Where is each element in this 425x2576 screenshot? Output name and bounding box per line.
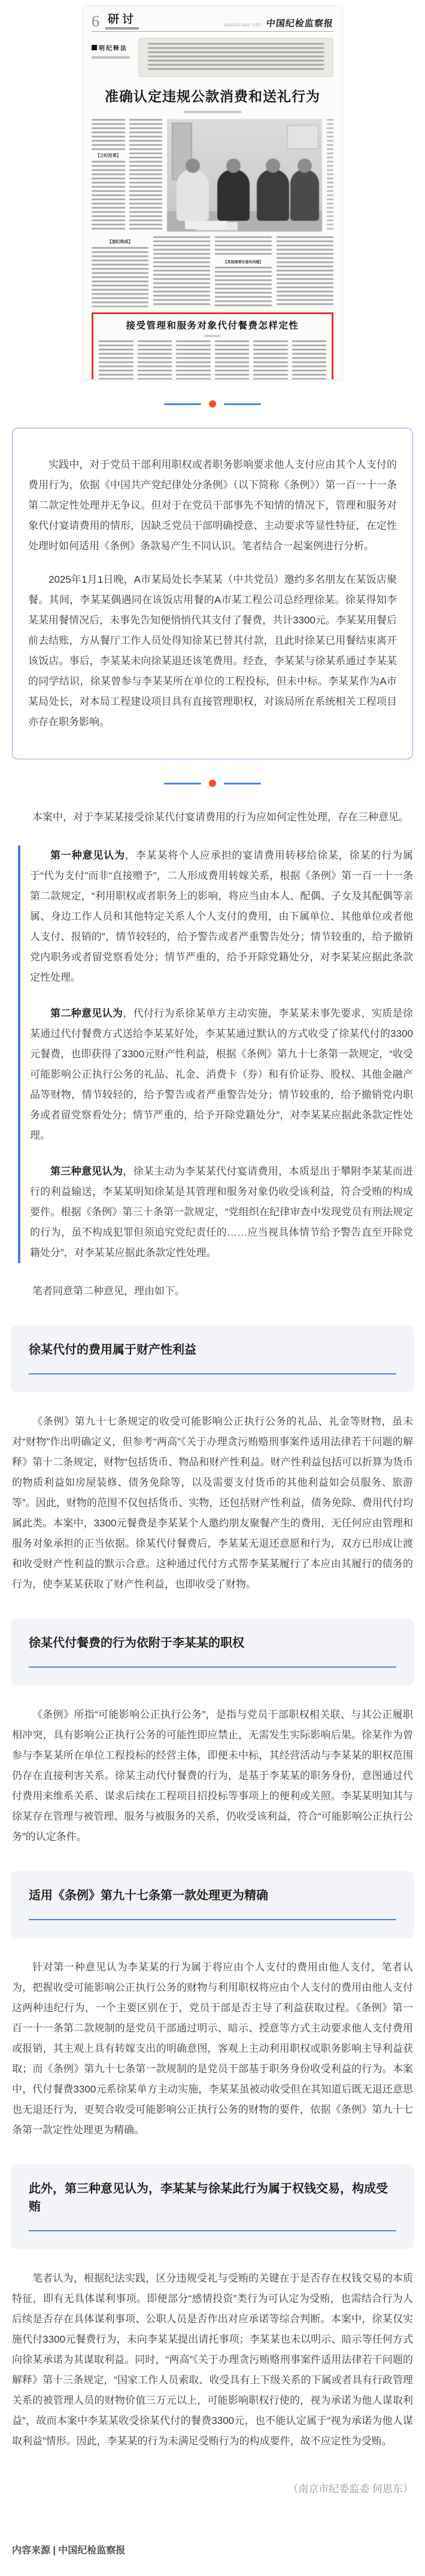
boxed-article-byline-blur — [205, 335, 220, 337]
column-header-1: 【立纪沿革】 — [95, 154, 121, 158]
newspaper-date: 2025年12月31日 星期三 — [224, 24, 263, 28]
newspaper-headline: 准确认定违规公款消费和送礼行为 — [105, 89, 320, 104]
column-blurred-text — [176, 340, 211, 380]
opinion-text: ，徐某主动为李某某代付宴请费用，本质是出于攀附李某某而进行的利益输送，李某某明知徐某是其管理和服务对象仍收受该利益，符合受贿的构成要件。根据《条例》第三十条第一款规定，“党组织在纪律审查中发现党员有刑法规定的行为，虽不构成犯罪但须追究党纪责任的……应当视具体情节给予警告直至开除党籍处分”，对李某某应据此条款定性处理。 — [30, 1166, 413, 1258]
case-intro-box — [12, 428, 413, 759]
column-label-subline — [92, 56, 130, 59]
column-blurred-text — [129, 119, 163, 232]
newspaper-column — [215, 236, 272, 307]
highlight-red-box — [92, 312, 333, 380]
article-body — [0, 400, 425, 2576]
heading-underline — [29, 2230, 396, 2231]
newspaper-masthead: 中国纪检监察报 — [265, 19, 334, 29]
section-heading-box — [11, 1619, 414, 1686]
column-header-3: 【其他需要注意的问题】 — [223, 261, 263, 264]
section-paragraph: 《条例》所指“可能影响公正执行公务”，是指与党员干部职权相关联、与其公正履职相冲突，具有影响公正执行公务的可能性即应禁止，无需发生实际影响后果。徐某作为曾参与李某某所在单位工程投标的经营主体，即便未中标，其经营活动与李某某的职权范围仍存在直接利害关系。徐某主动代付餐费的行为，是基于李某某的职务身份，意图通过代付费用来维系关系、谋求后续在工程项目招投标等事项上的便利或关照。李某某明知其与徐某存在管理与被管理、服务与被服务的关系，仍收受该利益，符合“可能影响公正执行公务”的认定条件。 — [12, 1709, 413, 1842]
author-credit: （南京市纪委监委 何恩东） — [288, 2483, 413, 2495]
divider-line — [224, 783, 261, 784]
newspaper-left-columns — [92, 119, 162, 232]
photo-person — [290, 169, 319, 221]
opinion-text: ，李某某将个人应承担的宴请费用转移给徐某，徐某的行为属于“代为支付”而非“直接赠予”，二人形成费用转嫁关系，根据《条例》第一百一十一条第二款规定，“利用职权或者职务上的影响，将应当由本人、配偶、子女及其配偶等亲属、身边工作人员和其他特定关系人个人支付的费用，由下属单位、其他单位或者他人支付、报销的”，情节较轻的，给予警告或者严重警告处分；情节较重的，给予撤销党内职务或者留党察看处分；情节严重的，给予开除党籍处分，对李某某应据此条款定性处理。 — [30, 850, 414, 983]
lead-paragraph: 本案中，对于李某某接受徐某代付宴请费用的行为应如何定性处理，存在三种意见。 — [32, 811, 409, 823]
newspaper-intro-row — [92, 38, 333, 77]
heading-underline — [29, 1666, 396, 1668]
opinion-text: ，代付行为系徐某单方主动实施，李某某未事先要求，实质是徐某通过代付餐费方式送给李某某好处，李某某通过默认的方式收受了徐某代付的3300元餐费，也即获得了3300元财产性利益，根据《条例》第九十七条第一款规定，“收受可能影响公正执行公务的礼品、礼金、消费卡（券）和有价证券、股权、其他金融产品等财物，情节较轻的，给予警告或者严重警告处分；情节较重的，给予撤销党内职务或者留党察看处分；情节严重的，给予开除党籍处分”，对李某某应据此条款定性处理。 — [30, 1008, 413, 1141]
section-heading: 适用《条例》第九十七条第一款处理更为精确 — [29, 1889, 268, 1902]
column-blurred-text — [215, 267, 272, 307]
column-blurred-text — [215, 340, 250, 380]
photo-person-head — [186, 159, 200, 173]
photo-person — [217, 169, 250, 221]
newspaper-scan — [0, 0, 425, 380]
newspaper-intro-box — [138, 38, 333, 77]
column-blurred-text — [92, 161, 125, 232]
section-heading-box — [11, 2164, 414, 2249]
column-blurred-text — [138, 340, 172, 380]
column-label-text: 明纪释法 — [99, 45, 128, 53]
newspaper-body-top — [92, 119, 333, 232]
section-paragraph: 针对第一种意见认为李某某的行为属于将应由个人支付的费用由他人支付，笔者认为，把握收受可能影响公正执行公务的财物与利用职权将应由个人支付的费用由他人支付这两种违纪行为，一个主要区别在于，党员干部是否主导了利益获取过程。《条例》第一百一十一条第二款规制的是党员干部通过明示、暗示、授意等方式主动要求他人支付费用或报销，其主观上具有转嫁支出的明确意图，客观上主动利用职权或职务影响主导利益获取；而《条例》第九十七条第一款规制的是党员干部基于职务身份收受利益的行为。本案中，代付餐费3300元系徐某单方主动实施，李某某虽被动收受但在其知道后既无退还意思也无退还行为，更契合收受可能影响公正执行公务的财物的要件，依据《条例》第九十七条第一款定性处理更为精确。 — [12, 1961, 413, 2136]
opinion-lead: 第二种意见认为 — [50, 1008, 123, 1019]
boxed-article-headline: 接受管理和服务对象代付餐费怎样定性 — [126, 321, 299, 331]
boxed-article-columns — [99, 340, 326, 380]
newspaper-column — [277, 236, 333, 307]
divider-dot-icon — [209, 400, 216, 407]
opinion-paragraph — [30, 1003, 413, 1146]
section-divider — [12, 780, 413, 787]
column-blurred-text — [292, 340, 327, 380]
heading-underline — [29, 1373, 396, 1374]
photo-person-head — [226, 159, 241, 173]
opinions-block — [18, 846, 413, 1263]
column-blurred-text — [92, 119, 125, 150]
photo-person-head — [298, 159, 312, 173]
column-blurred-text — [92, 247, 148, 307]
section-heading: 此外，第三种意见认为，李某某与徐某此行为属于权钱交易，构成受贿 — [29, 2182, 388, 2213]
column-label-icon — [92, 45, 97, 50]
section-paragraph: 《条例》第九十七条规定的收受可能影响公正执行公务的礼品、礼金等财物，虽未对“财物”作出明确定义，但参考“两高”《关于办理贪污贿赂刑事案件适用法律若干问题的解释》第十二条规定，财物“包括货币、物品和财产性利益。财产性利益包括可以折算为货币的物质利益如房屋装修、债务免除等，以及需要支付货币的其他利益如会员服务、旅游等”。因此，财物的范围不仅包括货币、实物，还包括财产性利益，债务免除、费用代付均属此类。本案中，3300元餐费是李某某个人邀约朋友聚餐产生的费用，无任何应由管理和服务对象承担的正当依据。徐某代付餐费后，李某某无退还意愿和行为，双方已形成让渡和收受财产性利益的默示合意。这种通过代付方式帮李某某履行了本应由其履行的债务的行为，使李某某获取了财产性利益，也即收受了财物。 — [12, 1416, 413, 1590]
newspaper-column — [92, 119, 125, 232]
newspaper-photo — [167, 119, 322, 232]
newspaper-body-bottom — [92, 236, 333, 307]
newspaper-column — [92, 236, 148, 307]
newspaper-column — [153, 236, 210, 307]
case-paragraph: 实践中，对于党员干部利用职权或者职务影响要求他人支付应由其个人支付的费用行为，依据《中国共产党纪律处分条例》（以下简称《条例》）第一百一十一条第二款定性处理并无争议。但对于在党员干部事先不知情的情况下，管理和服务对象代付宴请费用的情形，因缺乏党员干部明确授意、主动要求等显性特征，在定性处理时如何适用《条例》条款易产生不同认识。笔者结合一起案例进行分析。 — [28, 459, 397, 552]
divider-line — [164, 403, 201, 405]
newspaper-header — [92, 14, 333, 29]
section-heading-box — [11, 1871, 414, 1938]
opinion-paragraph — [30, 1161, 413, 1263]
photo-person — [257, 169, 289, 221]
newspaper-page-number: 6 — [92, 13, 99, 30]
column-blurred-text — [99, 340, 133, 380]
column-blurred-text — [153, 236, 210, 307]
intro-box-blurred-text — [148, 43, 324, 72]
content-source: 内容来源 | 中国纪检监察报 — [12, 2545, 126, 2556]
newspaper-header-rule — [92, 31, 333, 32]
author-position-paragraph: 笔者同意第二种意见，理由如下。 — [32, 1285, 185, 1297]
opinion-lead: 第一种意见认为 — [50, 850, 125, 861]
newspaper-column-label — [92, 38, 138, 77]
column-blurred-text — [215, 236, 272, 257]
divider-line — [224, 403, 261, 405]
section-divider — [12, 400, 413, 407]
photo-documents — [185, 221, 227, 229]
column-header-2: 【违纪构成】 — [107, 240, 133, 244]
newspaper-column — [129, 119, 163, 232]
newspaper-byline-blur — [184, 111, 241, 113]
photo-person — [177, 169, 209, 221]
case-paragraph: 2025年1月1日晚，A市某局处长李某某（中共党员）邀约多名朋友在某饭店聚餐。其间，李某某偶遇同在该饭店用餐的A市某工程公司总经理徐某。徐某得知李某某用餐情况后，未事先告知便悄悄代其支付了餐费，共计3300元。李某某用餐后前去结账，方从餐厅工作人员处得知徐某已替其付款，且此时徐某已用餐结束离开该饭店。事后，李某某未向徐某退还该笔费用。经查，李某某与徐某系通过李某某的同学结识，徐某曾参与李某某所在单位的工程投标，但未中标。李某某作为A市某局处长，对本局工程建设项目具有直接管理职权，对该局所在系统相关工程项目亦存在职务影响。 — [28, 574, 397, 728]
opinion-lead: 第三种意见认为 — [50, 1166, 123, 1177]
column-blurred-text — [277, 236, 333, 307]
photo-person-head — [266, 159, 280, 173]
photo-caption-strip — [327, 119, 333, 232]
opinion-paragraph — [30, 846, 413, 988]
column-blurred-text — [253, 340, 288, 380]
section-heading-box — [11, 1325, 414, 1392]
section-paragraph: 笔者认为，根据纪法实践，区分违规受礼与受贿的关键在于是否存在权钱交易的本质特征，即有无具体谋利事项。即便部分“感情投资”类行为可认定为受贿，也需结合行为人后续是否存在具体谋利事项、公职人员是否作出对应承诺等综合判断。本案中，徐某仅实施代付3300元餐费行为，未向李某某提出请托事项；李某某也未以明示、暗示等任何方式向徐某承诺为其谋取利益。同时，“两高”《关于办理贪污贿赂刑事案件适用法律若干问题的解释》第十三条规定，“国家工作人员索取、收受具有上下级关系的下属或者具有行政管理关系的被管理人员的财物价值三万元以上，可能影响职权行使的，视为承诺为他人谋取利益”，故而本案中李某某收受徐某代付的餐费3300元，也不能认定属于“视为承诺为他人谋取利益”情形。因此，李某某的行为未满足受贿行为的构成要件，故不应定性为受贿。 — [12, 2273, 413, 2447]
section-heading: 徐某代付餐费的行为依附于李某某的职权 — [29, 1637, 244, 1650]
section-heading: 徐某代付的费用属于财产性利益 — [29, 1343, 196, 1357]
divider-line — [164, 783, 201, 784]
heading-underline — [29, 1919, 396, 1920]
photo-shelf — [287, 125, 318, 149]
newspaper-page — [83, 6, 342, 380]
newspaper-section-title: 研讨 — [105, 14, 139, 29]
divider-dot-icon — [209, 780, 216, 787]
